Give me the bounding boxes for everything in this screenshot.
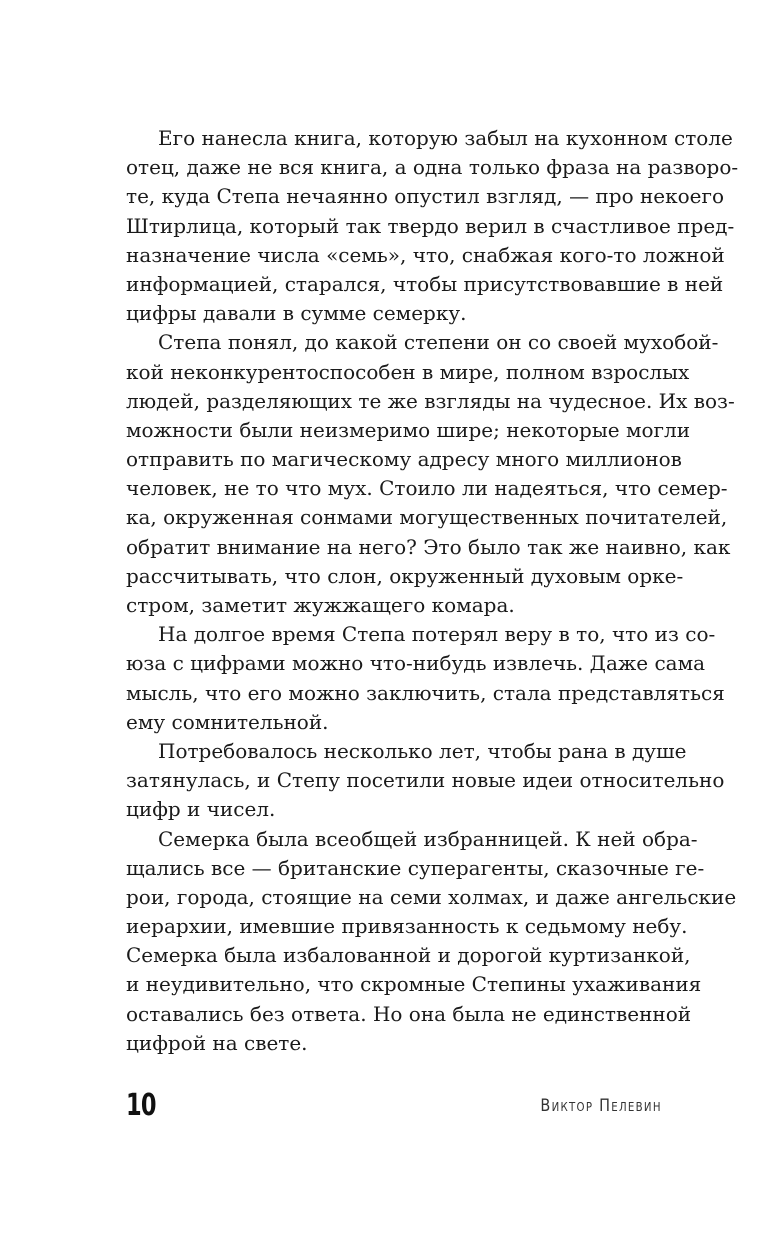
text-line: кой неконкурентоспособен в мире, полном взрослых (126, 359, 690, 384)
text-line: цифрой на свете. (126, 1030, 308, 1055)
text-line: Потребовалось несколько лет, чтобы рана в душе (158, 738, 687, 763)
text-line: отец, даже не вся книга, а одна только фраза на разворо- (126, 155, 739, 180)
text-line: рассчитывать, что слон, окруженный духовым орке- (126, 563, 684, 588)
text-line: Семерка была избалованной и дорогой куртизанкой, (126, 943, 691, 968)
text-line: информацией, старался, чтобы присутствовавшие в ней (126, 271, 724, 296)
text-line: Его нанесла книга, которую забыл на кухонном столе (158, 126, 733, 150)
text-line: и неудивительно, что скромные Степины ухаживания (126, 972, 702, 997)
text-line: те, куда Степа нечаянно опустил взгляд, — про некоего (126, 184, 725, 209)
page-number: 10 (126, 1088, 156, 1123)
text-line: юза с цифрами можно что-нибудь извлечь. Даже сама (126, 651, 706, 676)
text-line: цифры давали в сумме семерку. (126, 301, 467, 326)
page-footer (126, 1088, 662, 1124)
text-line: отправить по магическому адресу много миллионов (126, 447, 682, 472)
page-text (126, 124, 739, 1058)
text-line: оставались без ответа. Но она была не единственной (126, 1001, 692, 1026)
text-line: щались все — британские суперагенты, сказочные ге- (126, 855, 705, 880)
text-line: ему сомнительной. (126, 709, 329, 734)
text-line: Семерка была всеобщей избранницей. К ней обра- (158, 826, 698, 851)
text-line: иерархии, имевшие привязанность к седьмому небу. (126, 914, 688, 939)
running-head-author: Виктор Пелевин (540, 1096, 662, 1116)
text-line: ка, окруженная сонмами могущественных почитателей, (126, 505, 728, 530)
text-line: Штирлица, который так твердо верил в счастливое пред- (126, 213, 735, 238)
text-line: людей, разделяющих те же взгляды на чудесное. Их воз- (126, 388, 735, 413)
text-line: затянулась, и Степу посетили новые идеи относительно (126, 768, 725, 793)
text-line: обратит внимание на него? Это было так же наивно, как (126, 534, 731, 559)
text-line: можности были неизмеримо шире; некоторые могли (126, 417, 691, 442)
text-line: рои, города, стоящие на семи холмах, и даже ангельские (126, 884, 737, 909)
text-line: цифр и чисел. (126, 797, 276, 822)
text-line: Степа понял, до какой степени он со своей мухобой- (158, 330, 719, 355)
text-line: На долгое время Степа потерял веру в то, что из со- (158, 622, 716, 647)
text-line: мысль, что его можно заключить, стала представляться (126, 680, 725, 705)
text-line: стром, заметит жужжащего комара. (126, 593, 515, 617)
text-line: человек, не то что мух. Стоило ли надеяться, что семер- (126, 476, 728, 501)
text-line: назначение числа «семь», что, снабжая кого-то ложной (126, 242, 725, 267)
